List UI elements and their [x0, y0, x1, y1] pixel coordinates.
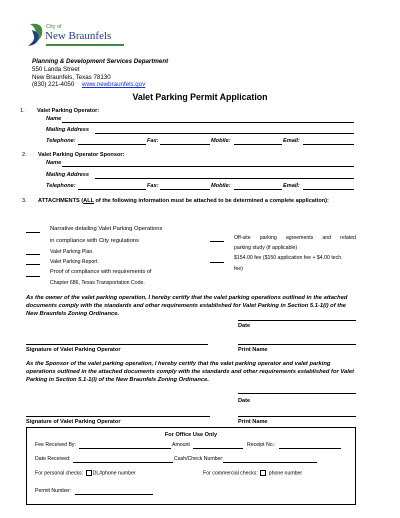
logo-city-of: City of	[46, 24, 62, 30]
operator-date-field[interactable]	[238, 320, 356, 321]
attachment-checkbox-narrative[interactable]	[26, 232, 40, 233]
commercial-checks-label: For commercial checks:	[203, 470, 258, 477]
section3-heading-pre: ATTACHMENTS (	[38, 198, 84, 204]
section1-name-label: Name	[46, 116, 62, 122]
sponsor-print-name-field[interactable]	[238, 416, 356, 417]
operator-print-name-label: Print Name	[238, 347, 268, 353]
date-received-field[interactable]	[73, 462, 173, 463]
operator-signature-field[interactable]	[26, 344, 208, 345]
office-use-title: For Office Use Only	[164, 432, 218, 438]
permit-number-field[interactable]	[75, 494, 153, 495]
section2-mailing-field[interactable]	[95, 178, 354, 179]
section2-name-label: Name	[46, 160, 62, 166]
section3-heading-all: ALL	[83, 198, 94, 204]
operator-date-label: Date	[238, 323, 251, 329]
fee-received-by-field[interactable]	[79, 448, 171, 449]
section2-fax-label: Fax:	[147, 183, 159, 189]
operator-print-name-field[interactable]	[238, 344, 356, 345]
section1-number: 1.	[20, 108, 25, 114]
attachment-item: $154.00 fee ($150 application fee + $4.00 tech.	[234, 255, 343, 261]
personal-checks-label: For personal checks:	[35, 470, 84, 477]
section3-number: 3.	[22, 198, 27, 204]
logo-name: New Braunfels	[45, 30, 112, 42]
attachment-item: Valet Parking Plan.	[50, 249, 94, 255]
attachment-item: Narrative detailing Valet Parking Operations	[50, 226, 163, 232]
section1-heading: Valet Parking Operator:	[37, 108, 100, 114]
attachment-checkbox-report[interactable]	[26, 264, 40, 265]
attachment-checkbox-compliance[interactable]	[26, 276, 40, 277]
attachment-item: Off-site parking agreements and related	[234, 235, 356, 241]
operator-signature-label: Signature of Valet Parking Operator	[26, 347, 121, 353]
attachment-checkbox-offsite[interactable]	[210, 241, 224, 242]
section1-mobile-label: Mobile:	[211, 138, 231, 144]
dept-website-link[interactable]: www.newbraunfels.gov	[82, 81, 146, 88]
section2-mobile-label: Mobile:	[211, 183, 231, 189]
date-received-label: Date Received:	[35, 456, 71, 462]
attachment-checkbox-fee[interactable]	[210, 262, 224, 263]
section2-fax-field[interactable]	[160, 189, 210, 190]
section2-telephone-field[interactable]	[78, 189, 146, 190]
section1-mailing-label: Mailing Address	[46, 127, 89, 133]
sponsor-date-field[interactable]	[238, 393, 356, 394]
section1-mobile-field[interactable]	[234, 144, 282, 145]
sponsor-date-label: Date	[238, 398, 251, 404]
attachment-item: fee)	[234, 266, 243, 272]
cash-check-field[interactable]	[223, 462, 317, 463]
section1-mailing-field[interactable]	[95, 133, 354, 134]
section2-mobile-field[interactable]	[234, 189, 282, 190]
permit-number-label: Permit Number:	[35, 488, 72, 494]
attachment-item: parking study (if applicable)	[234, 245, 298, 251]
section1-name-field[interactable]	[62, 122, 354, 123]
attachment-item: in compliance with City regulations	[50, 238, 139, 244]
section1-telephone-label: Telephone:	[46, 138, 76, 144]
section2-name-field[interactable]	[62, 166, 354, 167]
city-logo	[26, 20, 136, 52]
page-title: Valet Parking Permit Application	[132, 92, 268, 102]
attachment-checkbox-plan[interactable]	[26, 254, 40, 255]
section2-email-field[interactable]	[303, 189, 354, 190]
dl-phone-checkbox[interactable]	[86, 470, 92, 476]
phone-number-label: phone number	[268, 470, 303, 477]
section3-heading-post: of the following information must be attached to be determined a complete application):	[93, 198, 329, 204]
section2-telephone-label: Telephone:	[46, 183, 76, 189]
sponsor-print-name-label: Print Name	[238, 419, 268, 425]
amount-field[interactable]	[193, 448, 243, 449]
attachment-item: Proof of compliance with requirements of	[50, 269, 152, 275]
dept-name: Planning & Development Services Department	[32, 58, 169, 65]
dept-city: New Braunfels, Texas 78130	[32, 74, 111, 81]
section1-email-label: Email:	[283, 138, 300, 144]
section1-email-field[interactable]	[303, 144, 354, 145]
personal-checks-row	[35, 470, 136, 476]
section3-heading	[38, 198, 360, 206]
section2-number: 2.	[22, 152, 27, 158]
section1-fax-label: Fax:	[147, 138, 159, 144]
section1-telephone-field[interactable]	[78, 144, 146, 145]
receipt-no-field[interactable]	[279, 448, 341, 449]
dept-street: 550 Landa Street	[32, 66, 80, 73]
phone-number-checkbox[interactable]	[260, 470, 266, 476]
logo-underline	[46, 44, 124, 46]
cash-check-label: Cash/Check Number:	[174, 456, 224, 462]
attachment-item: Valet Parking Report.	[50, 259, 99, 265]
receipt-no-label: Receipt No.:	[247, 442, 276, 448]
sponsor-certification: As the Sponsor of the valet parking operation, I hereby certify that the valet parking operator and valet parking operations outlined in the attached documents comply with the standards and other requirements established for Valet Parking in Section 5.1-1(i) of the New Braunfels Zoning Ordinance.	[26, 361, 355, 383]
dl-phone-label: DL#phone number	[92, 470, 136, 477]
section2-mailing-label: Mailing Address	[46, 172, 89, 178]
office-use-box	[26, 427, 356, 505]
section1-fax-field[interactable]	[160, 144, 210, 145]
operator-certification: As the owner of the valet parking operation, I hereby certify that the valet parking operations outlined in the attached documents comply with the standards and other requirements established for Valet Parking in Section 5.1-1(i) of the New Braunfels Zoning Ordinance.	[26, 295, 348, 317]
commercial-checks-row	[203, 470, 302, 476]
dept-phone: (830) 221-4050	[32, 81, 75, 88]
section2-email-label: Email:	[283, 183, 300, 189]
fee-received-by-label: Fee Received By:	[35, 442, 76, 448]
sponsor-signature-label: Signature of Valet Parking Operator	[26, 419, 121, 425]
attachment-item: Chapter 686, Texas Transportation Code.	[50, 280, 145, 286]
section2-heading: Valet Parking Operator Sponsor:	[38, 152, 125, 158]
sponsor-signature-field[interactable]	[26, 416, 210, 417]
amount-label: Amount	[172, 442, 190, 448]
